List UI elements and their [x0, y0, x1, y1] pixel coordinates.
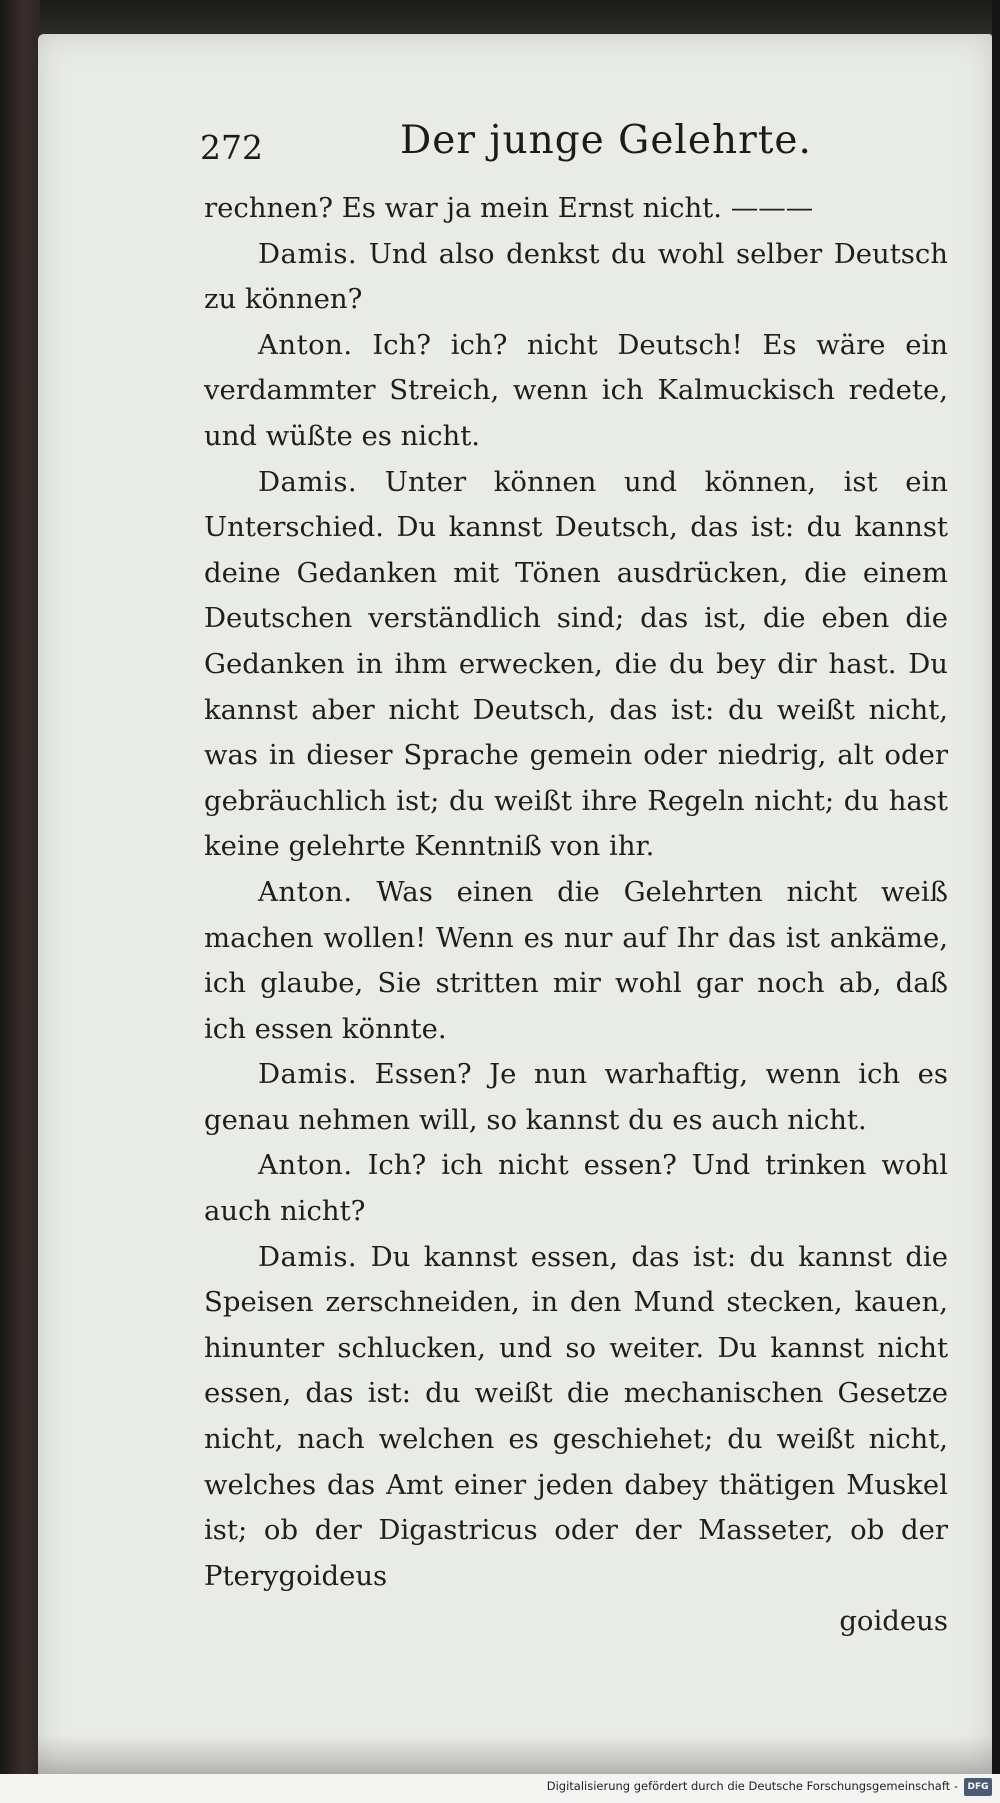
- catchword: goideus: [839, 1605, 948, 1638]
- paragraph-text: Essen? Je nun warhaftig, wenn ich es genau nehmen will, so kannst du es auch nicht.: [204, 1058, 948, 1136]
- paragraph: [204, 1052, 948, 1143]
- paragraph: [204, 870, 948, 1052]
- speaker-name: Damis.: [258, 465, 358, 498]
- footer-bar: [0, 1774, 1000, 1803]
- scan-background-right: [992, 0, 1000, 1803]
- speaker-name: Anton.: [258, 875, 353, 908]
- paragraph-text: Was einen die Gelehrten nicht weiß machen wollen! Wenn es nur auf Ihr das ist ankäme, ich glaube, Sie stritten mir wohl gar noch ab, daß ich essen könnte.: [204, 875, 948, 1045]
- speaker-name: Anton.: [258, 1149, 353, 1182]
- paragraph: [204, 186, 948, 232]
- page-number: 272: [200, 128, 263, 167]
- paragraph-text: Ich? ich nicht essen? Und trinken wohl auch nicht?: [204, 1149, 949, 1228]
- speaker-name: Damis.: [258, 1240, 358, 1273]
- paragraph-text: rechnen? Es war ja mein Ernst nicht. ———: [204, 192, 814, 224]
- paragraph-text: Und also denkst du wohl selber Deutsch zu können?: [204, 237, 948, 316]
- paragraph: [204, 460, 948, 870]
- paragraph: [204, 1235, 948, 1600]
- paragraph-text: Du kannst essen, das ist: du kannst die Speisen zerschneiden, in den Mund stecken, kauen, hinunter schlucken, und so weiter. Du kannst nicht essen, das ist: du weißt die mechanischen Gesetze nicht, nach welchen es geschiehet; du weißt nicht, welches das Amt einer jeden dabey thätigen Muskel ist; ob der Digastricus oder der Masseter, ob der Pterygoideus: [204, 1240, 948, 1592]
- running-head: Der junge Gelehrte.: [400, 118, 812, 163]
- speaker-name: Damis.: [258, 1058, 358, 1091]
- paragraph: [204, 1143, 948, 1234]
- page-header: [200, 112, 955, 172]
- paragraph: [204, 232, 948, 323]
- paragraph-text: Unter können und können, ist ein Unterschied. Du kannst Deutsch, das ist: du kannst deine Gedanken mit Tönen ausdrücken, die einem Deutschen verständlich sind; das ist, die eben die Gedanken in ihm erwecken, die du bey dir hast. Du kannst aber nicht Deutsch, das ist: du weißt nicht, was in dieser Sprache gemein oder niedrig, alt oder gebräuchlich ist; du weißt ihre Regeln nicht; du hast keine gelehrte Kenntniß von ihr.: [204, 465, 948, 863]
- scan-background-top: [0, 0, 1000, 38]
- speaker-name: Anton.: [258, 328, 353, 361]
- paragraph-text: Ich? ich? nicht Deutsch! Es wäre ein verdammter Streich, wenn ich Kalmuckisch redete, und wüßte es nicht.: [204, 328, 948, 452]
- dfg-logo: DFG: [964, 1778, 992, 1796]
- page-body: [204, 186, 948, 1645]
- scan-background-left: [0, 0, 40, 1803]
- speaker-name: Damis.: [258, 237, 358, 270]
- paragraph: [204, 323, 948, 460]
- funding-credit: Digitalisierung gefördert durch die Deutsche Forschungsgemeinschaft -: [546, 1779, 958, 1793]
